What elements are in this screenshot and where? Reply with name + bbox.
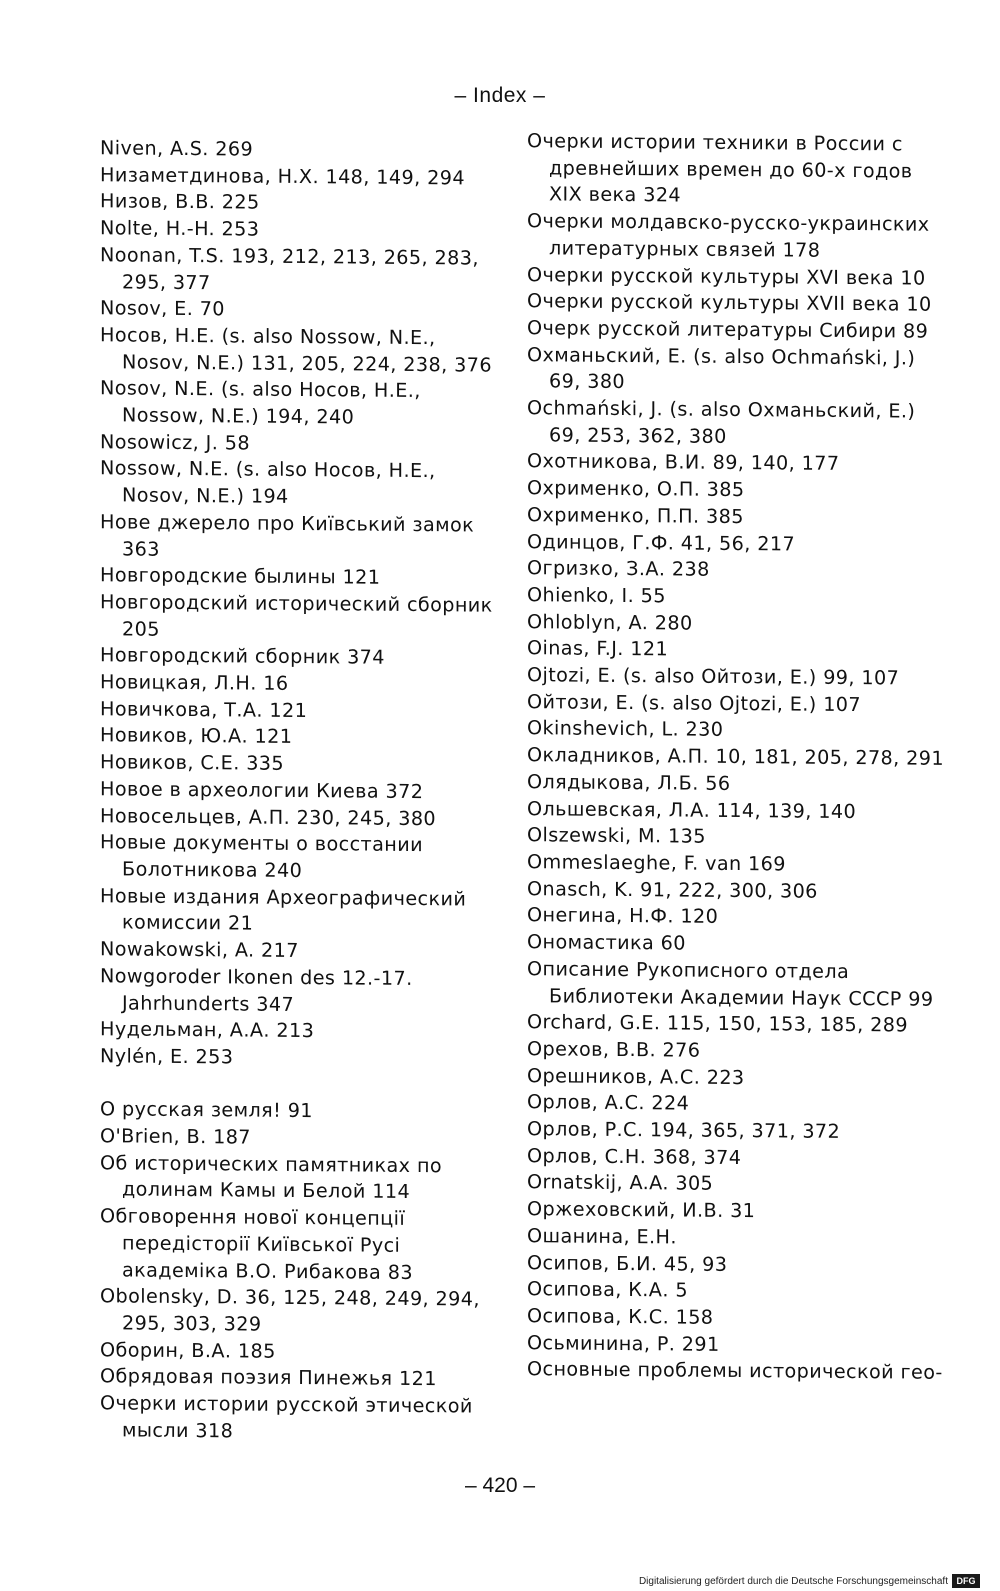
index-entry: Nosowicz, J. 58 (100, 429, 250, 455)
index-entry: Новгородский сборник 374 (100, 643, 385, 670)
index-entry: Описание Рукописного отдела Библиотеки Академии Наук СССР 99 (527, 956, 934, 1011)
index-entry: Orchard, G.E. 115, 150, 153, 185, 289 (527, 1010, 908, 1037)
index-entry: Nossow, N.E. (s. also Носов, Н.Е., Nosov, N.E.) 194 (100, 456, 436, 509)
index-entry: Новые издания Археографический комиссии 21 (100, 883, 467, 935)
index-entry: О русская земля! 91 (100, 1097, 313, 1123)
index-entry: Оржеховский, И.В. 31 (527, 1197, 756, 1223)
index-entry: Очерки русской культуры XVI века 10 (527, 262, 926, 290)
index-entry: Новые документы о восстании Болотникова 240 (100, 830, 423, 882)
index-entry: Орлов, А.С. 224 (527, 1090, 690, 1115)
index-entry: Очерки русской культуры XVII века 10 (527, 289, 932, 316)
index-entry: Новосельцев, А.П. 230, 245, 380 (100, 803, 437, 830)
index-entry: Obolensky, D. 36, 125, 248, 249, 294, 295, 303, 329 (100, 1284, 480, 1336)
index-entry: Осьминина, Р. 291 (527, 1330, 720, 1356)
index-entry: Nosov, E. 70 (100, 296, 225, 321)
index-entry: Ohienko, I. 55 (527, 583, 666, 608)
index-entry: Носов, Н.Е. (s. also Nossow, N.E., Nosov, N.E.) 131, 205, 224, 238, 376 (100, 323, 492, 377)
index-entry: Okinshevich, L. 230 (527, 716, 724, 742)
index-column-left (100, 135, 505, 1447)
index-entry: Охрименко, П.П. 385 (527, 503, 744, 528)
index-entry: Новицкая, Л.Н. 16 (100, 670, 289, 695)
index-entry: Ольшевская, Л.А. 114, 139, 140 (527, 796, 857, 823)
index-entry: Осипова, К.С. 158 (527, 1304, 714, 1329)
index-entry: Новгородский исторический сборник 205 (100, 590, 493, 641)
index-entry: Основные проблемы исторической гео- (527, 1357, 943, 1385)
index-entry: Обрядовая поэзия Пинежья 121 (100, 1364, 437, 1391)
index-entry: Нове джерело про Київський замок 363 (100, 510, 475, 561)
index-entry: Oinas, F.J. 121 (527, 636, 669, 661)
page-number: – 420 – (464, 1474, 536, 1497)
index-entry: Огризко, З.А. 238 (527, 556, 710, 582)
index-entry: Ornatskij, A.A. 305 (527, 1170, 714, 1196)
index-entry: Очерки истории русской этической мысли 318 (100, 1391, 473, 1443)
index-entry: Осипова, К.А. 5 (527, 1277, 688, 1302)
index-entry: Охотникова, В.И. 89, 140, 177 (527, 449, 840, 476)
page-header: – Index – (454, 84, 546, 107)
index-entry: Новичкова, Т.А. 121 (100, 696, 308, 722)
index-entry: Очерки истории техники в России с древнейших времен до 60-х годов XIX века 324 (527, 129, 913, 207)
index-entry: Nowakowski, A. 217 (100, 937, 299, 963)
index-entry: Nowgoroder Ikonen des 12.-17. Jahrhunderts 347 (100, 964, 413, 1016)
index-entry: Охрименко, О.П. 385 (527, 476, 745, 502)
dfg-logo: DFG (952, 1574, 980, 1588)
index-entry: Ochmański, J. (s. also Охманьский, Е.) 69, 253, 362, 380 (527, 396, 916, 448)
index-entry: Новиков, Ю.А. 121 (100, 723, 293, 749)
index-entry: Нудельман, А.А. 213 (100, 1017, 315, 1043)
index-entry: Онегина, Н.Ф. 120 (527, 903, 719, 929)
index-entry: Олядыкова, Л.Б. 56 (527, 770, 731, 795)
index-entry: Olszewski, M. 135 (527, 823, 706, 849)
index-entry: Орлов, С.Н. 368, 374 (527, 1143, 742, 1169)
index-entry: Nolte, H.-H. 253 (100, 216, 260, 241)
index-entry: Низаметдинова, Н.Х. 148, 149, 294 (100, 162, 465, 190)
index-entry: Очерки молдавско-русско-украинских литературных связей 178 (527, 209, 930, 262)
index-entry: Орешников, А.С. 223 (527, 1063, 745, 1089)
index-entry: Noonan, T.S. 193, 212, 213, 265, 283, 295, 377 (100, 243, 479, 294)
index-entry: Осипов, Б.И. 45, 93 (527, 1250, 728, 1276)
index-entry: O'Brien, B. 187 (100, 1124, 251, 1149)
index-entry: Новиков, С.Е. 335 (100, 750, 285, 776)
index-entry: Об исторических памятниках по долинам Камы и Белой 114 (100, 1150, 443, 1204)
index-entry: Ohloblyn, A. 280 (527, 609, 693, 635)
index-entry: Очерк русской литературы Сибири 89 (527, 316, 929, 343)
index-entry: Новое в археологии Киева 372 (100, 777, 424, 803)
index-entry: Ojtozi, E. (s. also Ойтози, Е.) 99, 107 (527, 663, 900, 690)
digitization-credit: Digitalisierung gefördert durch die Deutsche Forschungsgemeinschaft (638, 1576, 948, 1587)
index-entry: Nylén, E. 253 (100, 1044, 234, 1069)
index-entry: Nosov, N.E. (s. also Носов, Н.Е., Nossow, N.E.) 194, 240 (100, 376, 421, 429)
index-entry: Охманьский, Е. (s. also Ochmański, J.) 69, 380 (527, 342, 916, 394)
index-entry: Окладников, А.П. 10, 181, 205, 278, 291 (527, 743, 944, 770)
index-entry: Одинцов, Г.Ф. 41, 56, 217 (527, 529, 796, 556)
index-entry: Низов, В.В. 225 (100, 189, 260, 215)
index-entry: Обговорення нової концепції передісторії Київської Русі академіка В.О. Рибакова 83 (100, 1204, 413, 1284)
index-entry: Орехов, В.В. 276 (527, 1037, 701, 1062)
index-entry: Ошанина, Е.Н. (527, 1223, 677, 1249)
index-entry: Орлов, Р.С. 194, 365, 371, 372 (527, 1117, 841, 1143)
index-entry: Ойтози, Е. (s. also Ojtozi, E.) 107 (527, 689, 862, 716)
index-entry: Niven, A.S. 269 (100, 136, 254, 161)
index-entry: Ommeslaeghe, F. van 169 (527, 850, 786, 876)
index-entry: Ономастика 60 (527, 930, 686, 955)
index-entry: Оборин, В.А. 185 (100, 1337, 276, 1363)
index-column-right (527, 128, 947, 1387)
section-gap (100, 1070, 505, 1100)
index-entry: Новгородские былины 121 (100, 563, 381, 589)
index-entry: Onasch, K. 91, 222, 300, 306 (527, 876, 818, 903)
